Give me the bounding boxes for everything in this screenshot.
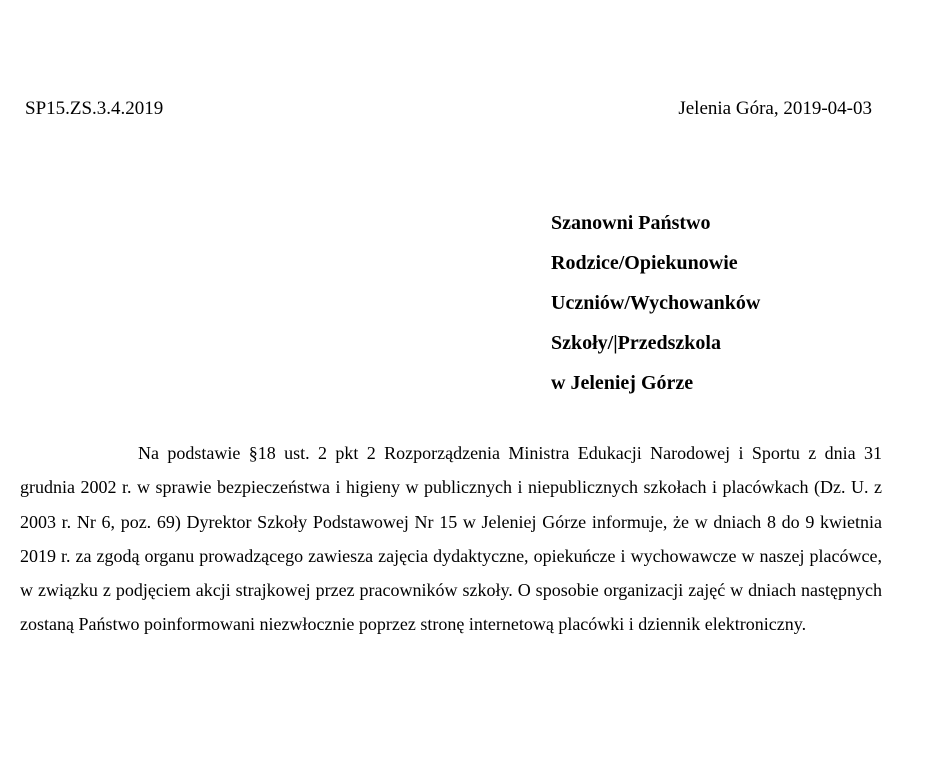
reference-number: SP15.ZS.3.4.2019 xyxy=(25,98,164,119)
addressee-block xyxy=(551,203,760,403)
addressee-line-1: Szanowni Państwo xyxy=(551,212,711,234)
letter-body-paragraph: Na podstawie §18 ust. 2 pkt 2 Rozporządzenia Ministra Edukacji Narodowej i Sportu z dnia 31 grudnia 2002 r. w sprawie bezpieczeństwa i higieny w publicznych i niepublicznych szkołach i placówkach (Dz. U. z 2003 r. Nr 6, poz. 69) Dyrektor Szkoły Podstawowej Nr 15 w Jeleniej Górze informuje, że w dniach 8 do 9 kwietnia 2019 r. za zgodą organu prowadzącego zawiesza zajęcia dydaktyczne, opiekuńcze i wychowawcze w naszej placówce, w związku z podjęciem akcji strajkowej przez pracowników szkoły. O sposobie organizacji zajęć w dniach następnych zostaną Państwo poinformowani niezwłocznie poprzez stronę internetową placówki i dziennik elektroniczny. xyxy=(20,443,882,635)
place-and-date: Jelenia Góra, 2019-04-03 xyxy=(678,98,872,119)
addressee-line-2: Rodzice/Opiekunowie xyxy=(551,252,738,274)
addressee-line-3: Uczniów/Wychowanków xyxy=(551,292,761,314)
addressee-line-5: w Jeleniej Górze xyxy=(551,372,694,394)
addressee-line-4: Szkoły/|Przedszkola xyxy=(551,332,721,354)
